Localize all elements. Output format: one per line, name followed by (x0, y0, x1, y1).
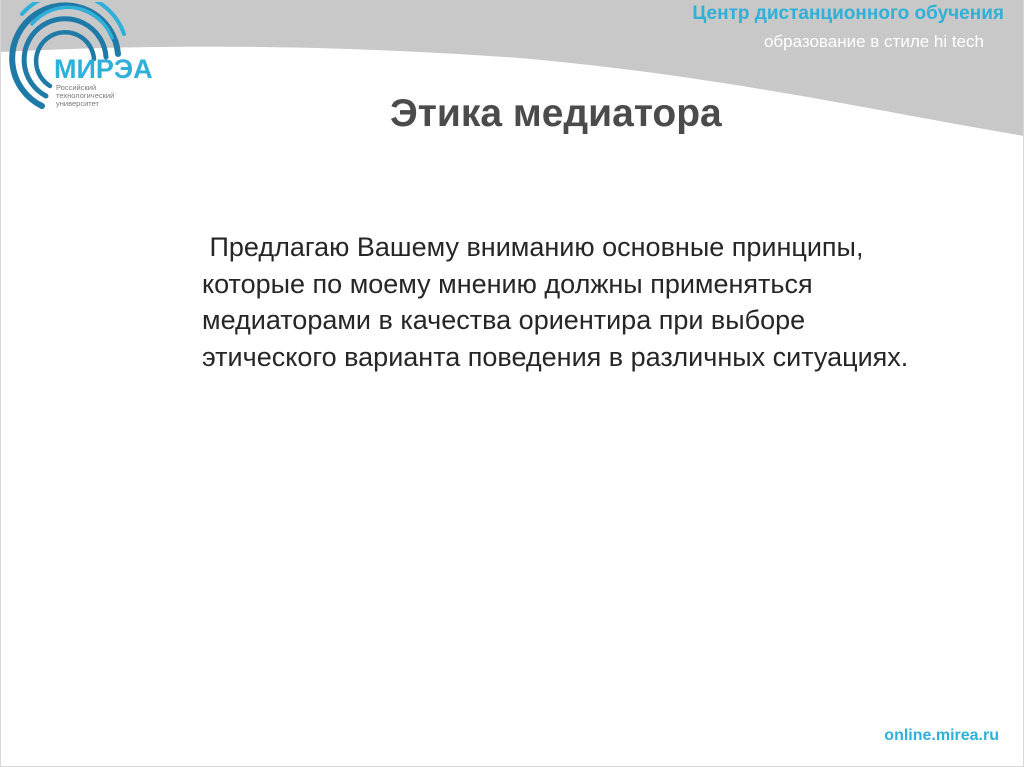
center-name: Центр дистанционного обучения (692, 3, 1004, 24)
mirea-logo (2, 2, 172, 112)
logo-name: МИРЭА (54, 54, 153, 84)
footer-url-link[interactable]: online.mirea.ru (884, 727, 999, 744)
slide-title: Этика медиатора (390, 92, 722, 135)
logo-subtitle-line: технологический (56, 91, 115, 100)
logo-subtitle-line: Российский (56, 83, 97, 92)
logo-subtitle (56, 84, 146, 108)
logo-subtitle-line: университет (56, 99, 99, 108)
tagline: образование в стиле hi tech (763, 32, 984, 51)
slide-body-text: Предлагаю Вашему вниманию основные принципы, которые по моему мнению должны применяться медиаторами в качества ориентира при выборе этического варианта поведения в различных ситуациях. (202, 232, 909, 372)
